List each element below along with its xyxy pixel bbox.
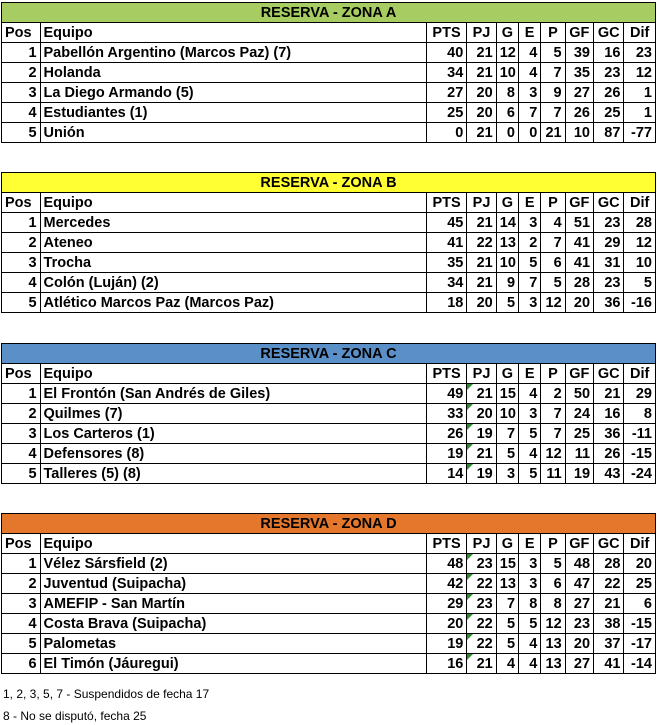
cell-gf: 23: [565, 614, 593, 634]
zone-title-row: [2, 514, 656, 534]
cell-pos: 1: [2, 213, 41, 233]
cell-g: 15: [496, 384, 518, 404]
cell-p: 13: [541, 634, 565, 654]
cell-dif: 1: [624, 103, 656, 123]
cell-g: 15: [496, 554, 518, 574]
cell-e: 2: [519, 233, 541, 253]
column-header-gf: GF: [565, 23, 593, 43]
cell-g: 4: [496, 654, 518, 674]
cell-gc: 31: [594, 253, 624, 273]
cell-gf: 20: [565, 634, 593, 654]
column-header-equipo: Equipo: [40, 23, 426, 43]
cell-pos: 3: [2, 424, 41, 444]
column-header-equipo: Equipo: [40, 364, 426, 384]
column-header-pts: PTS: [426, 534, 467, 554]
cell-gc: 28: [594, 554, 624, 574]
column-header-pos: Pos: [2, 23, 41, 43]
column-header-dif: Dif: [624, 534, 656, 554]
cell-dif: -11: [624, 424, 656, 444]
table-row: [2, 444, 656, 464]
cell-pj: 22: [467, 233, 496, 253]
cell-gf: 41: [565, 253, 593, 273]
cell-pos: 3: [2, 594, 41, 614]
cell-p: 12: [541, 444, 565, 464]
cell-gc: 26: [594, 444, 624, 464]
column-header-g: G: [496, 534, 518, 554]
cell-p: 6: [541, 253, 565, 273]
cell-g: 14: [496, 213, 518, 233]
column-header-equipo: Equipo: [40, 534, 426, 554]
cell-gf: 19: [565, 464, 593, 484]
cell-pos: 1: [2, 554, 41, 574]
cell-pj: 20: [467, 404, 496, 424]
cell-pos: 4: [2, 103, 41, 123]
cell-g: 10: [496, 404, 518, 424]
team-name: Ateneo: [40, 233, 426, 253]
cell-dif: 20: [624, 554, 656, 574]
cell-gf: 48: [565, 554, 593, 574]
cell-pts: 19: [426, 634, 467, 654]
column-header-g: G: [496, 364, 518, 384]
team-name: Holanda: [40, 63, 426, 83]
cell-gc: 43: [594, 464, 624, 484]
column-header-pts: PTS: [426, 193, 467, 213]
cell-g: 3: [496, 464, 518, 484]
cell-pts: 48: [426, 554, 467, 574]
column-header-e: E: [518, 23, 540, 43]
table-row: [2, 233, 656, 253]
cell-pj: 23: [467, 554, 496, 574]
cell-e: 4: [519, 654, 541, 674]
table-row: [2, 43, 656, 63]
column-header-pos: Pos: [2, 193, 41, 213]
team-name: Unión: [40, 123, 426, 143]
cell-pos: 4: [2, 273, 41, 293]
team-name: Colón (Luján) (2): [40, 273, 426, 293]
column-header-dif: Dif: [624, 193, 656, 213]
table-row: [2, 123, 656, 143]
cell-pj: 23: [467, 594, 496, 614]
column-header-gc: GC: [594, 193, 624, 213]
team-name: Juventud (Suipacha): [40, 574, 426, 594]
team-name: Mercedes: [40, 213, 426, 233]
cell-e: 4: [519, 444, 541, 464]
cell-e: 5: [519, 424, 541, 444]
column-header-pj: PJ: [467, 364, 496, 384]
cell-dif: 1: [624, 83, 656, 103]
cell-dif: -16: [624, 293, 656, 313]
cell-pj: 20: [467, 83, 496, 103]
cell-p: 7: [541, 103, 565, 123]
column-header-p: P: [541, 23, 565, 43]
header-row: [2, 364, 656, 384]
cell-pj: 20: [467, 293, 496, 313]
cell-pos: 3: [2, 83, 41, 103]
cell-p: 2: [541, 384, 565, 404]
cell-pj: 21: [467, 654, 496, 674]
cell-gf: 41: [565, 233, 593, 253]
cell-pj: 21: [467, 43, 496, 63]
cell-g: 12: [496, 43, 518, 63]
team-name: Los Carteros (1): [40, 424, 426, 444]
cell-gc: 16: [594, 404, 624, 424]
cell-pos: 5: [2, 123, 41, 143]
cell-pts: 34: [426, 63, 467, 83]
cell-pos: 1: [2, 43, 41, 63]
cell-pos: 6: [2, 654, 41, 674]
cell-e: 5: [519, 253, 541, 273]
cell-g: 9: [496, 273, 518, 293]
cell-g: 6: [496, 103, 518, 123]
team-name: Quilmes (7): [40, 404, 426, 424]
column-header-dif: Dif: [624, 364, 656, 384]
cell-gc: 41: [594, 654, 624, 674]
cell-gc: 21: [594, 384, 624, 404]
cell-pj: 21: [467, 253, 496, 273]
cell-g: 10: [496, 63, 518, 83]
column-header-g: G: [496, 193, 518, 213]
zone-title: RESERVA - ZONA B: [2, 173, 656, 193]
column-header-dif: Dif: [624, 23, 656, 43]
cell-gf: 27: [565, 83, 593, 103]
cell-dif: -17: [624, 634, 656, 654]
zone-d-table: [1, 513, 656, 674]
cell-p: 5: [541, 554, 565, 574]
table-row: [2, 554, 656, 574]
cell-dif: 10: [624, 253, 656, 273]
cell-gc: 29: [594, 233, 624, 253]
cell-p: 11: [541, 464, 565, 484]
cell-pj: 21: [467, 444, 496, 464]
column-header-p: P: [541, 534, 565, 554]
team-name: Costa Brava (Suipacha): [40, 614, 426, 634]
cell-pos: 4: [2, 444, 41, 464]
cell-e: 3: [519, 293, 541, 313]
cell-pj: 22: [467, 614, 496, 634]
cell-pj: 21: [467, 384, 496, 404]
cell-p: 9: [541, 83, 565, 103]
cell-p: 8: [541, 594, 565, 614]
cell-pts: 29: [426, 594, 467, 614]
cell-pos: 1: [2, 384, 41, 404]
cell-dif: 12: [624, 63, 656, 83]
table-row: [2, 253, 656, 273]
cell-e: 4: [518, 43, 540, 63]
cell-p: 5: [541, 273, 565, 293]
team-name: Talleres (5) (8): [40, 464, 426, 484]
column-header-gc: GC: [594, 364, 624, 384]
cell-gf: 11: [565, 444, 593, 464]
cell-dif: -14: [624, 654, 656, 674]
column-header-gc: GC: [593, 23, 623, 43]
cell-pj: 22: [467, 574, 496, 594]
cell-e: 0: [518, 123, 540, 143]
cell-e: 3: [518, 83, 540, 103]
cell-pos: 5: [2, 293, 41, 313]
cell-pts: 33: [426, 404, 467, 424]
cell-gc: 36: [594, 293, 624, 313]
team-name: Defensores (8): [40, 444, 426, 464]
cell-pts: 27: [426, 83, 467, 103]
zone-title: RESERVA - ZONA C: [2, 344, 656, 364]
cell-gf: 10: [565, 123, 593, 143]
column-header-pos: Pos: [2, 364, 41, 384]
team-name: Palometas: [40, 634, 426, 654]
cell-pj: 21: [467, 213, 496, 233]
cell-pos: 4: [2, 614, 41, 634]
cell-e: 4: [518, 63, 540, 83]
cell-e: 4: [519, 634, 541, 654]
table-row: [2, 213, 656, 233]
cell-gc: 23: [594, 273, 624, 293]
cell-e: 7: [518, 103, 540, 123]
cell-pos: 3: [2, 253, 41, 273]
cell-g: 0: [496, 123, 518, 143]
cell-pj: 19: [467, 424, 496, 444]
table-row: [2, 614, 656, 634]
column-header-e: E: [519, 364, 541, 384]
table-row: [2, 404, 656, 424]
cell-e: 4: [519, 384, 541, 404]
cell-pos: 2: [2, 404, 41, 424]
cell-p: 12: [541, 293, 565, 313]
cell-gf: 39: [565, 43, 593, 63]
cell-dif: -24: [624, 464, 656, 484]
cell-g: 5: [496, 614, 518, 634]
cell-pos: 5: [2, 464, 41, 484]
cell-pts: 18: [426, 293, 467, 313]
cell-gf: 27: [565, 654, 593, 674]
zone-title: RESERVA - ZONA A: [2, 3, 656, 23]
cell-dif: -15: [624, 614, 656, 634]
column-header-gf: GF: [565, 364, 593, 384]
cell-pts: 40: [426, 43, 467, 63]
cell-gf: 50: [565, 384, 593, 404]
cell-gc: 87: [593, 123, 623, 143]
cell-g: 13: [496, 574, 518, 594]
cell-g: 13: [496, 233, 518, 253]
column-header-g: G: [496, 23, 518, 43]
table-row: [2, 103, 656, 123]
team-name: Pabellón Argentino (Marcos Paz) (7): [40, 43, 426, 63]
cell-pos: 2: [2, 233, 41, 253]
cell-e: 3: [519, 404, 541, 424]
team-name: Vélez Sársfield (2): [40, 554, 426, 574]
cell-gf: 20: [565, 293, 593, 313]
cell-p: 7: [541, 424, 565, 444]
cell-pos: 5: [2, 634, 41, 654]
table-row: [2, 654, 656, 674]
cell-gc: 22: [594, 574, 624, 594]
cell-pts: 0: [426, 123, 467, 143]
column-header-e: E: [519, 193, 541, 213]
cell-p: 7: [541, 404, 565, 424]
column-header-gc: GC: [594, 534, 624, 554]
cell-pts: 26: [426, 424, 467, 444]
table-row: [2, 293, 656, 313]
table-row: [2, 83, 656, 103]
header-row: [2, 193, 656, 213]
cell-pts: 35: [426, 253, 467, 273]
cell-pj: 22: [467, 634, 496, 654]
cell-e: 3: [519, 213, 541, 233]
column-header-e: E: [519, 534, 541, 554]
table-row: [2, 634, 656, 654]
table-row: [2, 574, 656, 594]
cell-dif: 8: [624, 404, 656, 424]
cell-pts: 20: [426, 614, 467, 634]
zone-title-row: [2, 3, 656, 23]
cell-dif: -77: [624, 123, 656, 143]
cell-pos: 2: [2, 63, 41, 83]
table-row: [2, 273, 656, 293]
column-header-pj: PJ: [467, 193, 496, 213]
header-row: [2, 23, 656, 43]
cell-pj: 21: [467, 123, 496, 143]
column-header-gf: GF: [565, 534, 593, 554]
cell-pts: 45: [426, 213, 467, 233]
column-header-p: P: [541, 193, 565, 213]
cell-dif: -15: [624, 444, 656, 464]
cell-dif: 12: [624, 233, 656, 253]
cell-pts: 25: [426, 103, 467, 123]
cell-gc: 38: [594, 614, 624, 634]
cell-e: 5: [519, 464, 541, 484]
cell-pj: 21: [467, 273, 496, 293]
cell-e: 8: [519, 594, 541, 614]
cell-p: 12: [541, 614, 565, 634]
cell-pj: 21: [467, 63, 496, 83]
cell-pj: 19: [467, 464, 496, 484]
zone-a-table: [1, 2, 656, 143]
zone-title-row: [2, 344, 656, 364]
cell-gc: 16: [593, 43, 623, 63]
cell-p: 7: [541, 63, 565, 83]
cell-dif: 5: [624, 273, 656, 293]
cell-e: 3: [519, 574, 541, 594]
cell-pts: 49: [426, 384, 467, 404]
header-row: [2, 534, 656, 554]
cell-g: 7: [496, 424, 518, 444]
cell-gc: 23: [594, 213, 624, 233]
cell-gf: 47: [565, 574, 593, 594]
cell-gc: 23: [593, 63, 623, 83]
cell-gf: 35: [565, 63, 593, 83]
cell-p: 4: [541, 213, 565, 233]
column-header-pos: Pos: [2, 534, 41, 554]
cell-dif: 29: [624, 384, 656, 404]
cell-dif: 23: [624, 43, 656, 63]
cell-g: 7: [496, 594, 518, 614]
team-name: Estudiantes (1): [40, 103, 426, 123]
cell-pts: 34: [426, 273, 467, 293]
cell-gf: 51: [565, 213, 593, 233]
cell-gf: 24: [565, 404, 593, 424]
cell-gc: 26: [593, 83, 623, 103]
cell-gc: 36: [594, 424, 624, 444]
column-header-pts: PTS: [426, 364, 467, 384]
cell-gf: 28: [565, 273, 593, 293]
team-name: Trocha: [40, 253, 426, 273]
cell-g: 5: [496, 444, 518, 464]
column-header-pj: PJ: [467, 23, 496, 43]
team-name: Atlético Marcos Paz (Marcos Paz): [40, 293, 426, 313]
column-header-pts: PTS: [426, 23, 467, 43]
cell-pts: 42: [426, 574, 467, 594]
cell-pos: 2: [2, 574, 41, 594]
table-row: [2, 424, 656, 444]
cell-e: 3: [519, 554, 541, 574]
table-row: [2, 594, 656, 614]
column-header-gf: GF: [565, 193, 593, 213]
cell-g: 8: [496, 83, 518, 103]
cell-e: 7: [519, 273, 541, 293]
cell-g: 5: [496, 293, 518, 313]
cell-p: 21: [541, 123, 565, 143]
cell-dif: 28: [624, 213, 656, 233]
table-row: [2, 384, 656, 404]
cell-gf: 25: [565, 424, 593, 444]
cell-gc: 25: [593, 103, 623, 123]
cell-p: 5: [541, 43, 565, 63]
team-name: El Frontón (San Andrés de Giles): [40, 384, 426, 404]
cell-gf: 26: [565, 103, 593, 123]
cell-p: 13: [541, 654, 565, 674]
cell-g: 5: [496, 634, 518, 654]
table-row: [2, 63, 656, 83]
zone-b-table: [1, 172, 656, 313]
cell-gc: 37: [594, 634, 624, 654]
zone-c-table: [1, 343, 656, 484]
column-header-p: P: [541, 364, 565, 384]
cell-pts: 19: [426, 444, 467, 464]
footnote-not-played: 8 - No se disputó, fecha 25: [3, 709, 147, 723]
footnote-suspended: 1, 2, 3, 5, 7 - Suspendidos de fecha 17: [3, 687, 210, 701]
team-name: AMEFIP - San Martín: [40, 594, 426, 614]
zone-title-row: [2, 173, 656, 193]
cell-gc: 21: [594, 594, 624, 614]
cell-g: 10: [496, 253, 518, 273]
cell-pj: 20: [467, 103, 496, 123]
team-name: La Diego Armando (5): [40, 83, 426, 103]
cell-gf: 27: [565, 594, 593, 614]
cell-pts: 14: [426, 464, 467, 484]
column-header-equipo: Equipo: [40, 193, 426, 213]
cell-pts: 16: [426, 654, 467, 674]
zone-title: RESERVA - ZONA D: [2, 514, 656, 534]
cell-dif: 6: [624, 594, 656, 614]
cell-pts: 41: [426, 233, 467, 253]
cell-p: 6: [541, 574, 565, 594]
team-name: El Timón (Jáuregui): [40, 654, 426, 674]
table-row: [2, 464, 656, 484]
cell-p: 7: [541, 233, 565, 253]
cell-e: 5: [519, 614, 541, 634]
cell-dif: 25: [624, 574, 656, 594]
column-header-pj: PJ: [467, 534, 496, 554]
